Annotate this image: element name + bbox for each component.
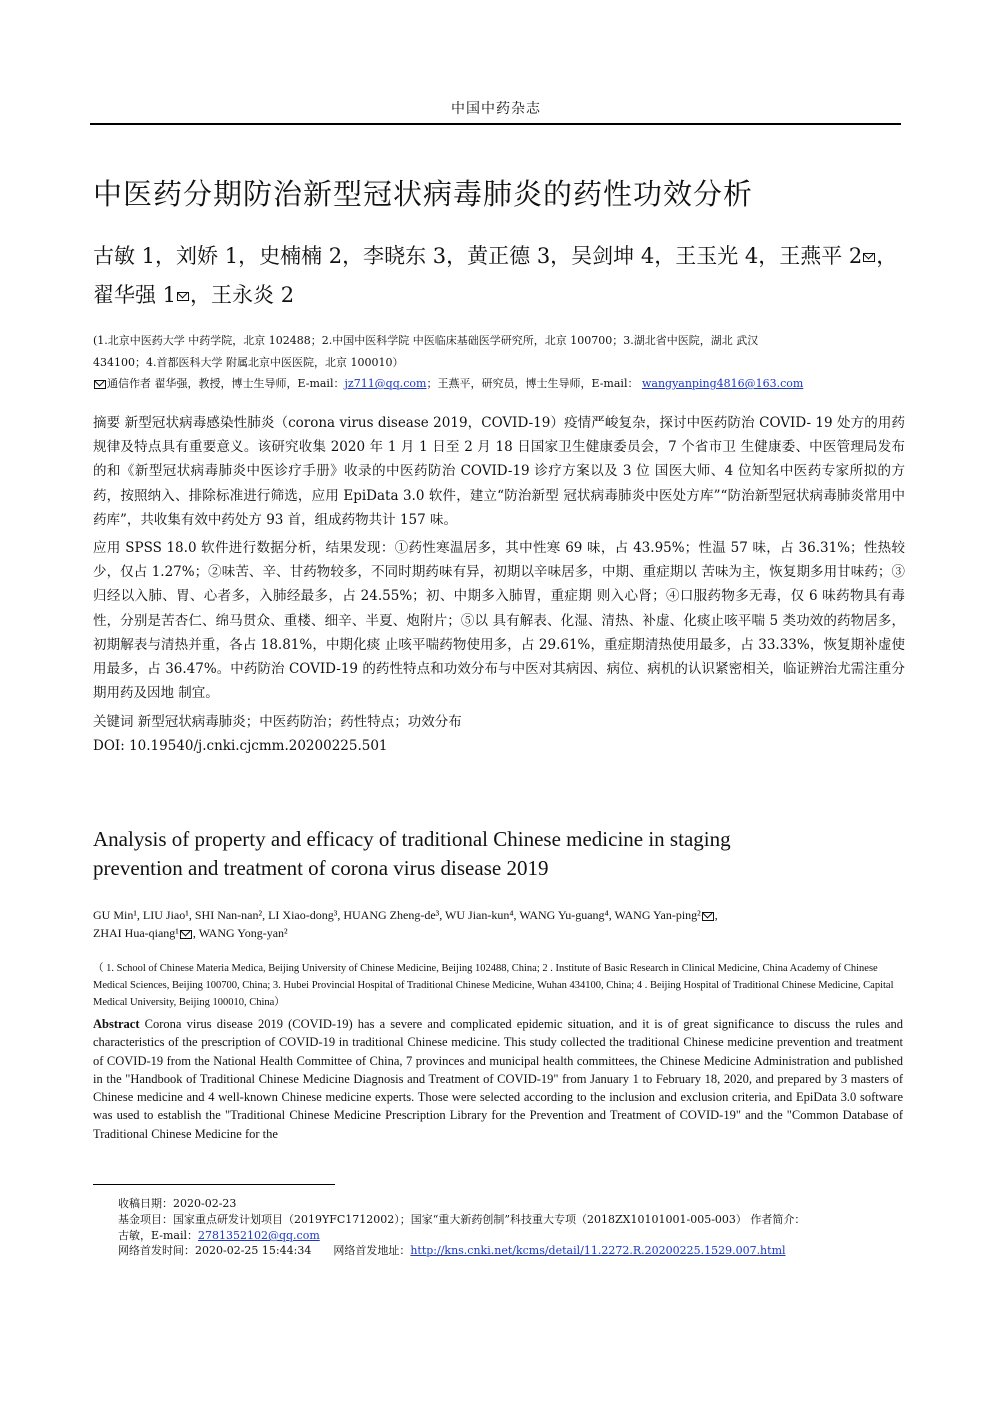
received-date: 收稿日期：2020-02-23 [118, 1197, 237, 1210]
journal-name: 中国中药杂志 [451, 101, 541, 117]
chinese-authors-text: 古敏 1，刘娇 1，史楠楠 2，李晓东 3，黄正德 3，吴剑坤 4，王玉光 4，王燕平 2 [93, 244, 863, 268]
online-publish-line [118, 1243, 908, 1259]
chinese-abstract-paragraph-1: 摘要 新型冠状病毒感染性肺炎（corona virus disease 2019，COVID-19）疫情严峻复杂，探讨中医药防治 COVID- 19 处方的用药规律及特点具有重要意义。该研究收集 2020 年 1 月 1 日至 2 月 18 日国家卫生健康委员会，7 个省市卫 生健康委、中医管理局发布的和《新型冠状病毒肺炎中医诊疗手册》收录的中医药防治 COVID-19 诊疗方案以及 3 位 国医大师、4 位知名中医药专家所拟的方药，按照纳入、排除标准进行筛选，应用 EpiData 3.0 软件，建立“防治新型 冠状病毒肺炎中医处方库”“防治新型冠状病毒肺炎常用中药库”，共收集有效中药处方 93 首，组成药物共计 157 味。 [93, 415, 905, 528]
envelope-icon [863, 253, 875, 262]
chinese-authors-text: 翟华强 1 [93, 283, 177, 307]
english-authors-text: GU Min¹, LIU Jiao¹, SHI Nan-nan², LI Xiao-dong³, HUANG Zheng-de³, WU Jian-kun⁴, WANG Yu-guang⁴, WANG Yan-ping² [93, 908, 701, 922]
correspondence-text: ；王燕平，研究员，博士生导师，E-mail： [426, 377, 639, 390]
envelope-icon [94, 380, 106, 389]
correspondence-line [93, 373, 903, 395]
header-rule [90, 123, 901, 125]
affiliation-line: (1.北京中医药大学 中药学院，北京 102488；2.中国中医科学院 中医临床基础医学研究所，北京 100700；3.湖北省中医院，湖北 武汉 [93, 334, 759, 347]
english-title [93, 825, 903, 883]
chinese-authors-text: ，王永炎 2 [190, 283, 295, 307]
email-link-1[interactable]: jz711@qq.com [344, 377, 427, 390]
english-authors-line-1 [93, 906, 903, 924]
english-abstract [93, 1015, 903, 1143]
english-affiliations: （ 1. School of Chinese Materia Medica, Beijing University of Chinese Medicine, Beijing 102488, China; 2 . Institute of Basic Research in Clinical Medicine, China Academy of Chinese Medical Sciences, Beijing 100700, China; 3. Hubei Provincial Hospital of Traditional Chinese Medicine, Wuhan 434100, China; 4 . Beijing Hospital of Traditional Chinese Medicine, Capital Medical University, Beijing 100010, China） [93, 963, 894, 1008]
english-abstract-text: Corona virus disease 2019 (COVID-19) has a severe and complicated epidemic situation, and it is of great significance to discuss the rules and characteristics of the prescription of COVID-19 in traditional Chinese medicine. This study collected the traditional Chinese medicine prevention and treatment of COVID-19 from the National Health Committee of China, 7 provinces and municipal health committees, the Chinese Medicine Administration and published in the "Handbook of Traditional Chinese Medicine Diagnosis and Treatment of COVID-19" from January 1 to February 18, 2020, and prepared by 3 masters of Chinese medicine and 4 well-known Chinese medicine experts. Those were selected according to the inclusion and exclusion criteria, and EpiData 3.0 software was used to establish the "Traditional Chinese Medicine Prescription Library for the Prevention and Treatment of COVID-19" and the "Common Database of Traditional Chinese Medicine for the [93, 1017, 903, 1141]
footnote-rule [93, 1184, 335, 1185]
chinese-affiliations [93, 330, 903, 374]
chinese-authors-line-1 [93, 240, 903, 270]
doi: DOI: 10.19540/j.cnki.cjcmm.20200225.501 [93, 738, 388, 754]
chinese-authors-separator: ， [876, 244, 898, 268]
english-title-line: prevention and treatment of corona virus disease 2019 [93, 856, 549, 880]
author-email-line [118, 1228, 908, 1244]
correspondence-text: 通信作者 翟华强，教授，博士生导师，E-mail： [107, 377, 345, 390]
chinese-keywords: 关键词 新型冠状病毒肺炎；中医药防治；药性特点；功效分布 [93, 714, 462, 730]
author-email-link[interactable]: 2781352102@qq.com [197, 1229, 320, 1242]
email-link-2[interactable]: wangyanping4816@163.com [641, 377, 804, 390]
chinese-authors-line-2 [93, 279, 903, 309]
abstract-label: Abstract [93, 1017, 140, 1031]
funding-info: 基金项目：国家重点研发计划项目（2019YFC1712002）；国家“重大新药创制”科技重大专项（2018ZX10101001-005-003） 作者简介： [118, 1213, 806, 1226]
author-email-label: 古敏，E-mail： [118, 1229, 198, 1242]
online-address-label: 网络首发地址： [333, 1244, 411, 1257]
english-authors-line-2 [93, 924, 903, 942]
english-authors-text: , WANG Yong-yan² [192, 926, 288, 940]
english-title-line: Analysis of property and efficacy of traditional Chinese medicine in staging [93, 827, 731, 851]
online-publish-time: 网络首发时间：2020-02-25 15:44:34 [118, 1244, 312, 1257]
english-authors-text: ZHAI Hua-qiang¹ [93, 926, 179, 940]
envelope-icon [177, 292, 189, 301]
chinese-abstract-paragraph-2: 应用 SPSS 18.0 软件进行数据分析，结果发现：①药性寒温居多，其中性寒 69 味，占 43.95%；性温 57 味，占 36.31%；性热较少，仅占 1.27%；②味苦、辛、甘药物较多，不同时期药味有异，初期以辛味居多，中期、重症期以 苦味为主，恢复期多用甘味药；③归经以入肺、胃、心者多，入肺经最多，占 24.55%；初、中期多入肺胃，重症期 则入心肾；④口服药物多无毒，仅 6 味药物具有毒性，分别是苦杏仁、绵马贯众、重楼、细辛、半夏、炮附片；⑤以 具有解表、化湿、清热、补虚、化痰止咳平喘 5 类功效的药物居多，初期解表与清热并重，各占 18.81%，中期化痰 止咳平喘药物使用多，占 29.61%，重症期清热使用最多，占 33.33%，恢复期补虚使用最多，占 36.47%。中药防治 COVID-19 的药性特点和功效分布与中医对其病因、病位、病机的认识紧密相关，临证辨治尤需注重分期用药及因地 制宜。 [93, 540, 905, 702]
envelope-icon [180, 930, 192, 939]
online-url-link[interactable]: http://kns.cnki.net/kcms/detail/11.2272.R.20200225.1529.007.html [410, 1244, 786, 1257]
english-authors-separator: , [714, 908, 718, 922]
envelope-icon [702, 912, 714, 921]
chinese-title: 中医药分期防治新型冠状病毒肺炎的药性功效分析 [93, 177, 754, 211]
affiliation-line: 434100；4.首都医科大学 附属北京中医医院，北京 100010） [93, 356, 404, 369]
